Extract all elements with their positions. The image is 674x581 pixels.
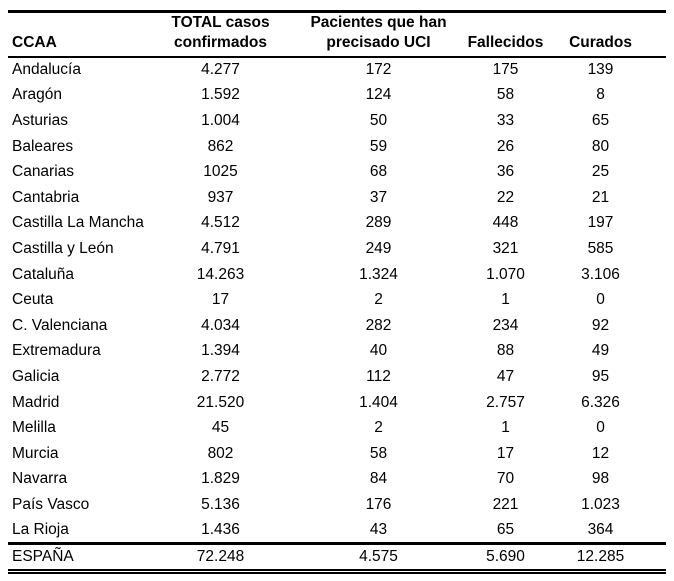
cell-fallecidos: 175: [492, 61, 519, 79]
region-name: Cantabria: [12, 188, 80, 206]
cell-curados: 98: [591, 470, 610, 488]
region-name: País Vasco: [12, 495, 90, 513]
header-cell-fallecidos: [458, 12, 553, 58]
table-footer: [8, 543, 666, 571]
cell-curados: 1.023: [581, 495, 620, 513]
total-curados: 12.285: [553, 543, 666, 571]
cell-fallecidos: 234: [492, 316, 519, 334]
cell-curados: 49: [591, 342, 610, 360]
cell-curados: 25: [591, 163, 610, 181]
table-row-galicia: [8, 364, 666, 390]
table-row-cataluna: [8, 262, 666, 288]
cell-total-casos-confirmados: 1.436: [201, 520, 240, 538]
report-page: [0, 10, 674, 581]
region-name: C. Valenciana: [12, 316, 108, 334]
cell-fallecidos: 1: [501, 419, 510, 437]
total-fallecidos: 5.690: [458, 543, 553, 571]
table-row-madrid: [8, 390, 666, 416]
table-row-baleares: [8, 134, 666, 160]
table-row-castilla-la-mancha: [8, 211, 666, 237]
region-name: Asturias: [12, 111, 68, 129]
header-row: [8, 12, 666, 58]
table-row-andalucia: [8, 57, 666, 83]
region-name: Andalucía: [12, 61, 81, 79]
cell-pacientes-que-han-precisado-uci: 37: [369, 188, 388, 206]
cell-pacientes-que-han-precisado-uci: 176: [365, 495, 392, 513]
cell-pacientes-que-han-precisado-uci: 112: [366, 367, 391, 385]
cell-total-casos-confirmados: 1025: [203, 163, 238, 181]
cell-pacientes-que-han-precisado-uci: 84: [369, 470, 388, 488]
cell-total-casos-confirmados: 14.263: [196, 265, 245, 283]
cell-total-casos-confirmados: 17: [211, 291, 230, 309]
cell-curados: 6.326: [581, 393, 620, 411]
cell-total-casos-confirmados: 1.394: [201, 342, 240, 360]
cell-pacientes-que-han-precisado-uci: 249: [365, 239, 392, 257]
cell-total-casos-confirmados: 5.136: [201, 495, 240, 513]
cell-fallecidos: 70: [496, 470, 515, 488]
cell-total-casos-confirmados: 1.004: [201, 111, 240, 129]
cell-pacientes-que-han-precisado-uci: 43: [369, 520, 388, 538]
cell-fallecidos: 1.070: [486, 265, 525, 283]
table-body: [8, 57, 666, 543]
cell-pacientes-que-han-precisado-uci: 124: [365, 86, 392, 104]
header-line-2: CCAA: [12, 34, 57, 51]
region-name: Murcia: [12, 444, 59, 462]
cell-pacientes-que-han-precisado-uci: 2: [374, 419, 383, 437]
table-row-melilla: [8, 415, 666, 441]
region-name: Canarias: [12, 163, 75, 181]
table-row-la-rioja: [8, 518, 666, 544]
region-name: Galicia: [12, 367, 60, 385]
cell-pacientes-que-han-precisado-uci: 1.404: [359, 393, 398, 411]
cell-total-casos-confirmados: 4.277: [201, 61, 240, 79]
cell-pacientes-que-han-precisado-uci: 172: [365, 61, 392, 79]
header-cell-pacientes-que-han-precisado-uci: [283, 12, 458, 58]
cell-curados: 364: [587, 520, 614, 538]
table-row-cantabria: [8, 185, 666, 211]
table-row-canarias: [8, 159, 666, 185]
cell-total-casos-confirmados: 4.034: [201, 316, 240, 334]
table-row-c-valenciana: [8, 313, 666, 339]
cell-total-casos-confirmados: 862: [207, 137, 234, 155]
region-name: Castilla La Mancha: [12, 214, 144, 232]
cell-curados: 139: [587, 61, 614, 79]
cell-curados: 197: [587, 214, 614, 232]
region-name: Navarra: [12, 470, 68, 488]
header-line-2: Fallecidos: [467, 34, 544, 51]
region-name: Melilla: [12, 419, 56, 437]
cell-pacientes-que-han-precisado-uci: 58: [369, 444, 388, 462]
cell-pacientes-que-han-precisado-uci: 50: [369, 111, 388, 129]
cell-fallecidos: 88: [496, 342, 515, 360]
table-row-aragon: [8, 83, 666, 109]
header-line-1: Pacientes que han: [310, 14, 447, 31]
cell-fallecidos: 33: [496, 111, 515, 129]
cell-curados: 3.106: [581, 265, 620, 283]
cell-curados: 8: [596, 86, 605, 104]
cell-total-casos-confirmados: 45: [211, 419, 230, 437]
header-cell-total-casos-confirmados: [158, 12, 283, 58]
cell-curados: 92: [591, 316, 610, 334]
cell-pacientes-que-han-precisado-uci: 2: [374, 291, 383, 309]
total-pacientes-que-han-precisado-uci: 4.575: [283, 543, 458, 571]
table-row-pais-vasco: [8, 492, 666, 518]
cell-fallecidos: 65: [496, 520, 515, 538]
cell-fallecidos: 221: [492, 495, 519, 513]
table-row-asturias: [8, 108, 666, 134]
cell-pacientes-que-han-precisado-uci: 59: [369, 137, 388, 155]
header-cell-curados: [553, 12, 666, 58]
cell-fallecidos: 2.757: [486, 393, 525, 411]
covid-ccaa-table: [8, 10, 666, 574]
cell-curados: 95: [591, 367, 610, 385]
cell-fallecidos: 58: [496, 86, 515, 104]
cell-total-casos-confirmados: 1.829: [201, 470, 240, 488]
cell-curados: 0: [596, 419, 605, 437]
cell-fallecidos: 47: [496, 367, 515, 385]
table-row-navarra: [8, 467, 666, 493]
cell-total-casos-confirmados: 21.520: [196, 393, 245, 411]
table-row-ceuta: [8, 287, 666, 313]
cell-pacientes-que-han-precisado-uci: 40: [369, 342, 388, 360]
cell-fallecidos: 1: [501, 291, 510, 309]
cell-curados: 585: [587, 239, 614, 257]
cell-total-casos-confirmados: 1.592: [201, 86, 240, 104]
region-name: Aragón: [12, 86, 62, 104]
region-name: Baleares: [12, 137, 74, 155]
cell-curados: 0: [596, 291, 605, 309]
cell-curados: 80: [591, 137, 610, 155]
region-name: La Rioja: [12, 520, 69, 538]
header-line-2: Curados: [569, 34, 632, 51]
cell-pacientes-que-han-precisado-uci: 1.324: [359, 265, 398, 283]
region-name: Ceuta: [12, 291, 54, 309]
cell-total-casos-confirmados: 4.512: [201, 214, 240, 232]
header-line-2: confirmados: [173, 34, 267, 51]
cell-total-casos-confirmados: 4.791: [201, 239, 240, 257]
cell-pacientes-que-han-precisado-uci: 68: [369, 163, 388, 181]
total-label: ESPAÑA: [8, 543, 158, 571]
header-cell-ccaa: [8, 12, 158, 58]
table-row-extremadura: [8, 339, 666, 365]
cell-total-casos-confirmados: 937: [207, 188, 234, 206]
header-line-2: precisado UCI: [326, 34, 431, 51]
region-name: Extremadura: [12, 342, 101, 360]
table-row-castilla-y-leon: [8, 236, 666, 262]
table-row-murcia: [8, 441, 666, 467]
region-name: Castilla y León: [12, 239, 114, 257]
cell-fallecidos: 36: [496, 163, 515, 181]
cell-fallecidos: 26: [496, 137, 515, 155]
header-line-1: TOTAL casos: [171, 14, 270, 31]
cell-pacientes-que-han-precisado-uci: 289: [365, 214, 392, 232]
cell-fallecidos: 22: [496, 188, 515, 206]
total-total-casos-confirmados: 72.248: [158, 543, 283, 571]
cell-fallecidos: 17: [496, 444, 515, 462]
cell-curados: 65: [591, 111, 610, 129]
cell-fallecidos: 448: [492, 214, 519, 232]
region-name: Madrid: [12, 393, 60, 411]
cell-curados: 12: [591, 444, 610, 462]
cell-curados: 21: [591, 188, 610, 206]
cell-total-casos-confirmados: 802: [207, 444, 234, 462]
cell-total-casos-confirmados: 2.772: [201, 367, 240, 385]
total-row: [8, 543, 666, 571]
table-header: [8, 12, 666, 58]
region-name: Cataluña: [12, 265, 75, 283]
cell-pacientes-que-han-precisado-uci: 282: [365, 316, 392, 334]
cell-fallecidos: 321: [492, 239, 519, 257]
